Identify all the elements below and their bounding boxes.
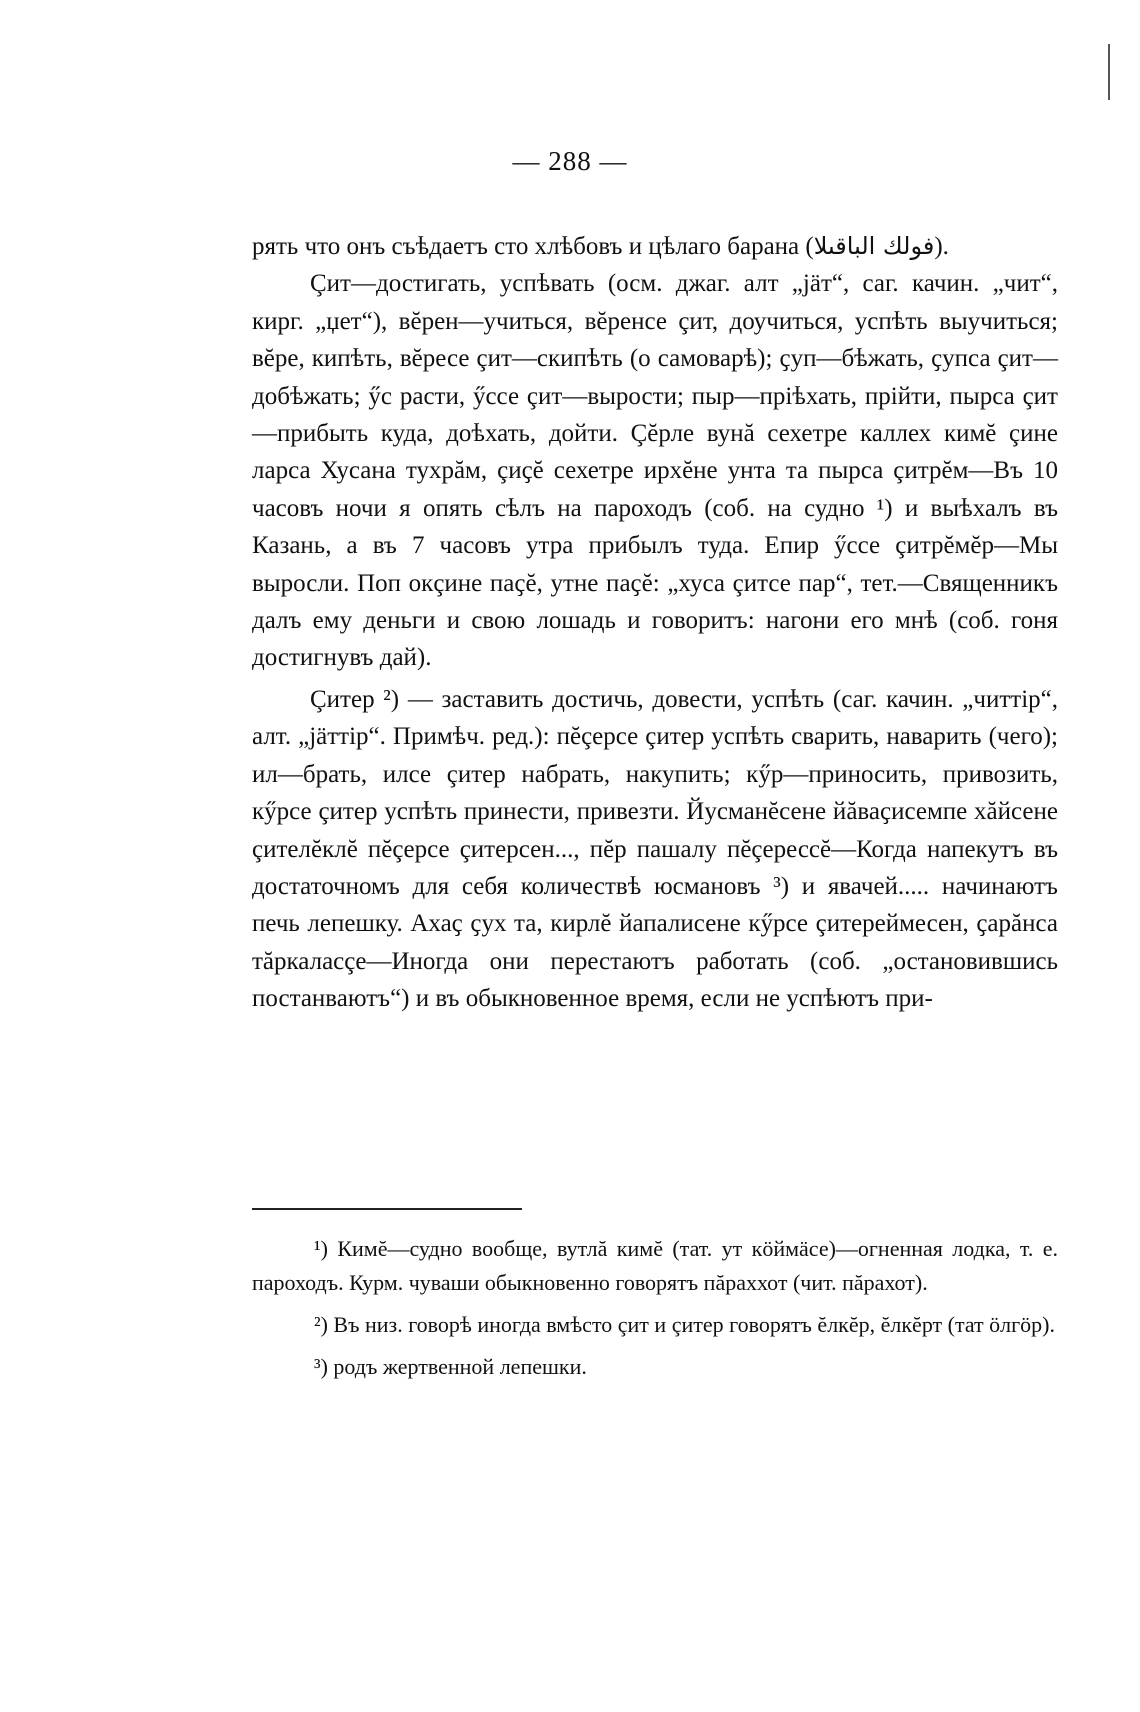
footnote-2: ²) Въ низ. говорѣ иногда вмѣсто çит и çитер говорятъ ĕлкĕр, ĕлкĕрт (тат öлгöр). [314, 1312, 1055, 1337]
continuation-end: ). [934, 233, 949, 260]
entry-sit: Çит—достигать, успѣвать (осм. джаг. алт „jäт“, саг. качин. „чит“, кирг. „џет“), вĕрен—учиться, вĕренсе çит, доучиться, успѣть выучиться; вĕре, кипѣть, вĕресе çит—скипѣть (о самоварѣ); ҫуп—бѣжать, ҫупса çит—добѣжать; ӳс расти, ӳссе çит—вырости; пыр—прiѣхать, прiйти, пырса çит—прибыть куда, доѣхать, дойти. Çĕрле вунă сехетре каллех кимĕ çине ларса Хусана тухрăм, çиҫĕ сехетре ирхĕне унта та пырса çитрĕм—Въ 10 часовъ ночи я опять сѣлъ на пароходъ (соб. на судно ¹) и выѣхалъ въ Казань, а въ 7 часовъ утра прибылъ туда. Епир ӳссе çитрĕмĕр—Мы выросли. Поп окçине паҫĕ, утне паҫĕ: „хуса çитсе пар“, тет.—Священникъ далъ ему деньги и свою лошадь и говоритъ: нагони его мнѣ (соб. гоня достигнувъ дай). [252, 270, 1058, 672]
entry-siter: Çитер ²) — заставить достичь, довести, успѣть (саг. качин. „читтiр“, алт. „jäттiр“. Примѣч. ред.): пĕçерсе çитер успѣть сварить, наварить (чего); ил—брать, илсе çитер набрать, накупить; кӳр—приносить, привозить, кӳрсе çитер успѣть принести, привезти. Йусманĕсене йăваҫисемпе хăйсене çителĕклĕ пĕçерсе çитерсен..., пĕр пашалу пĕçерессĕ—Когда напекутъ въ достаточномъ для себя количествѣ юсмановъ ³) и явачей..... начинаютъ печь лепешку. Ахаҫ ҫух та, кирлĕ йапалисене кӳрсе çитереймесен, ҫарăнса тăркаласçе—Иногда они перестаютъ работать (соб. „остановившись постанваютъ“) и въ обыкновенное время, если не успѣютъ при- [252, 685, 1058, 1013]
paragraph-continuation [252, 228, 1058, 265]
main-text [252, 228, 1058, 1018]
page-number: — 288 — [512, 146, 628, 176]
footnote-1: ¹) Кимĕ—судно вообще, вутлă кимĕ (тат. ут кöймäсе)—огненная лодка, т. е. пароходъ. Курм. чуваши обыкновенно говорятъ пăраххот (чит. пăрахот). [252, 1236, 1058, 1295]
page-edge-mark [1108, 44, 1110, 100]
footnote-3: ³) родъ жертвенной лепешки. [314, 1354, 587, 1379]
footnote-divider [252, 1208, 522, 1210]
arabic-gloss: فولك الباقىلا [813, 232, 935, 260]
footnotes [252, 1232, 1058, 1392]
continuation-text: рять что онъ съѣдаетъ сто хлѣбовъ и цѣлаго барана ( [252, 233, 814, 260]
